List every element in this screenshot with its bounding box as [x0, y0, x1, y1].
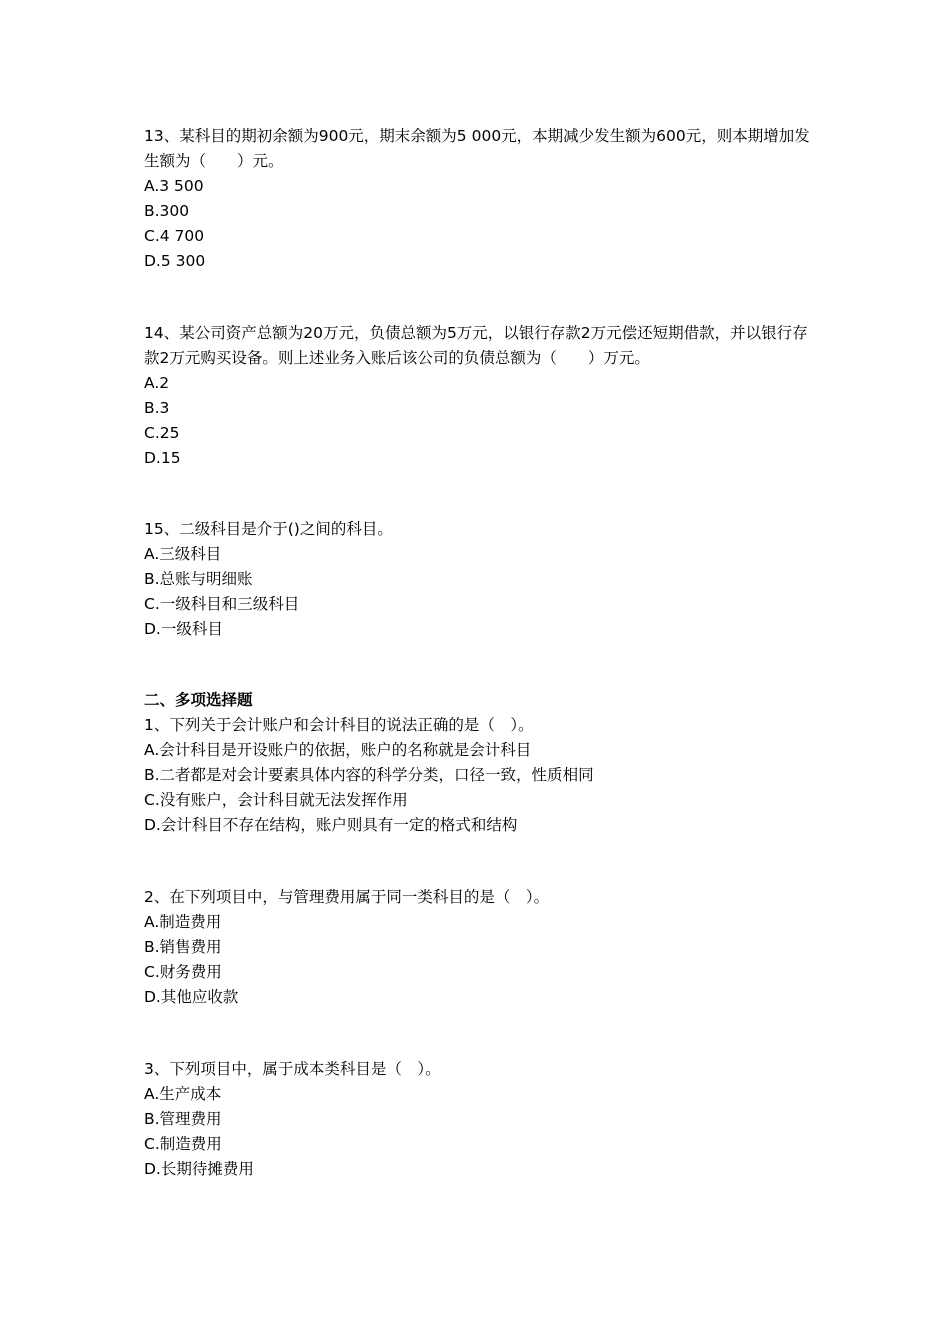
option-b: B.销售费用 — [144, 938, 222, 956]
option-b: B.二者都是对会计要素具体内容的科学分类，口径一致，性质相同 — [144, 766, 594, 784]
question-stem: 14、某公司资产总额为20万元，负债总额为5万元，以银行存款2万元偿还短期借款，并以银行存款2万元购买设备。则上述业务入账后该公司的负债总额为（ ）万元。 — [144, 324, 808, 367]
option-a: A.制造费用 — [144, 913, 222, 931]
option-a: A.3 500 — [144, 177, 204, 195]
option-a: A.三级科目 — [144, 545, 222, 563]
option-c: C.一级科目和三级科目 — [144, 595, 300, 613]
option-a: A.生产成本 — [144, 1085, 222, 1103]
option-d: D.5 300 — [144, 252, 206, 270]
option-a: A.会计科目是开设账户的依据，账户的名称就是会计科目 — [144, 741, 532, 759]
option-d: D.其他应收款 — [144, 988, 239, 1006]
multi-question-3 — [144, 1057, 814, 1182]
option-a: A.2 — [144, 374, 170, 392]
option-b: B.300 — [144, 202, 190, 220]
question-stem: 1、下列关于会计账户和会计科目的说法正确的是（ ）。 — [144, 716, 534, 734]
question-15 — [144, 517, 814, 642]
option-b: B.管理费用 — [144, 1110, 222, 1128]
option-c: C.没有账户，会计科目就无法发挥作用 — [144, 791, 408, 809]
option-c: C.制造费用 — [144, 1135, 222, 1153]
option-b: B.3 — [144, 399, 170, 417]
option-d: D.15 — [144, 449, 181, 467]
question-stem: 3、下列项目中，属于成本类科目是（ ）。 — [144, 1060, 441, 1078]
question-13 — [144, 124, 814, 274]
option-d: D.一级科目 — [144, 620, 223, 638]
question-stem: 13、某科目的期初余额为900元，期末余额为5 000元，本期减少发生额为600元，则本期增加发生额为（ ）元。 — [144, 127, 810, 170]
question-stem: 2、在下列项目中，与管理费用属于同一类科目的是（ ）。 — [144, 888, 550, 906]
option-c: C.财务费用 — [144, 963, 222, 981]
section-title: 二、多项选择题 — [144, 691, 253, 709]
option-d: D.长期待摊费用 — [144, 1160, 254, 1178]
multi-question-2 — [144, 885, 814, 1010]
question-14 — [144, 321, 814, 471]
option-b: B.总账与明细账 — [144, 570, 253, 588]
option-c: C.25 — [144, 424, 180, 442]
multi-choice-section — [144, 688, 814, 838]
option-c: C.4 700 — [144, 227, 205, 245]
question-stem: 15、二级科目是介于()之间的科目。 — [144, 520, 393, 538]
option-d: D.会计科目不存在结构，账户则具有一定的格式和结构 — [144, 816, 518, 834]
